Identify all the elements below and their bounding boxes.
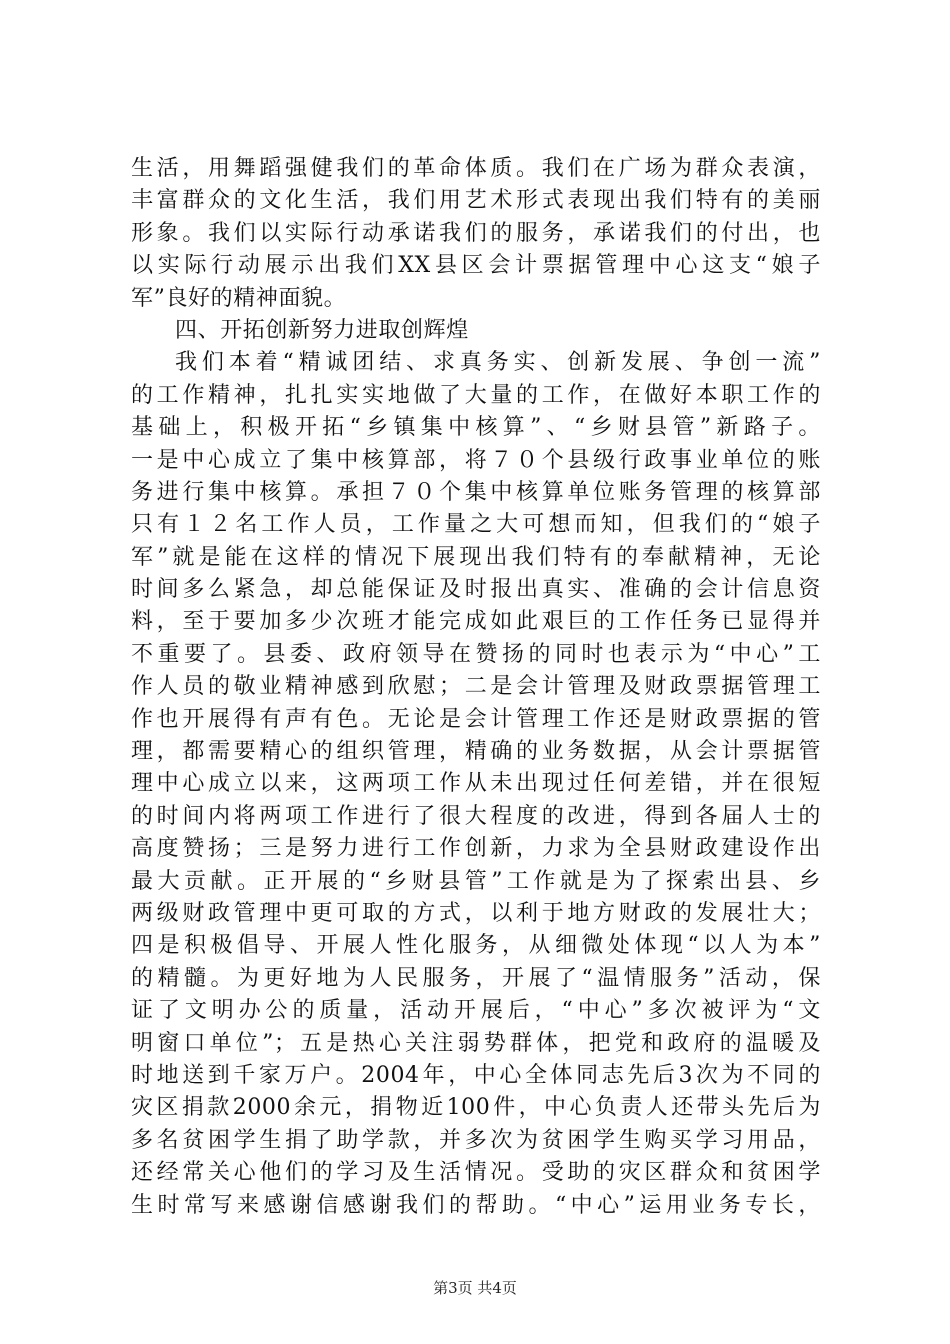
text-line: 明窗口单位”；五是热心关注弱势群体，把党和政府的温暖及 [131,1030,821,1056]
text-line: 丰富群众的文化生活，我们用艺术形式表现出我们特有的美丽 [131,188,821,214]
text-line: 一是中心成立了集中核算部，将７０个县级行政事业单位的账 [131,447,821,473]
body-text [131,153,821,1222]
text-line: 证了文明办公的质量，活动开展后，“中心”多次被评为“文 [131,998,821,1024]
text-line: 作也开展得有声有色。无论是会计管理工作还是财政票据的管 [131,706,821,732]
text-line: 四是积极倡导、开展人性化服务，从细微处体现“以人为本” [131,933,821,959]
text-line: 理，都需要精心的组织管理，精确的业务数据，从会计票据管 [131,739,821,765]
text-line: 料，至于要加多少次班才能完成如此艰巨的工作任务已显得并 [131,609,821,635]
text-line: 灾区捐款2000余元，捐物近100件，中心负责人还带头先后为 [131,1095,821,1121]
text-line: 生时常写来感谢信感谢我们的帮助。“中心”运用业务专长， [131,1192,821,1218]
text-line: 军”良好的精神面貌。 [131,285,347,311]
text-line: 两级财政管理中更可取的方式，以利于地方财政的发展壮大； [131,900,821,926]
section-heading: 四、开拓创新努力进取创辉煌 [175,317,469,343]
page-number-footer: 第3页 共4页 [433,1279,517,1297]
text-line: 的工作精神，扎扎实实地做了大量的工作，在做好本职工作的 [131,382,821,408]
text-line: 时间多么紧急，却总能保证及时报出真实、准确的会计信息资 [131,577,821,603]
text-line: 作人员的敬业精神感到欣慰；二是会计管理及财政票据管理工 [131,674,821,700]
text-line: 务进行集中核算。承担７０个集中核算单位账务管理的核算部 [131,479,821,505]
text-line: 形象。我们以实际行动承诺我们的服务，承诺我们的付出，也 [131,220,821,246]
text-line: 基础上，积极开拓“乡镇集中核算”、“乡财县管”新路子。 [131,415,821,441]
text-line: 军”就是能在这样的情况下展现出我们特有的奉献精神，无论 [131,544,821,570]
text-line: 的时间内将两项工作进行了很大程度的改进，得到各届人士的 [131,803,821,829]
text-line: 多名贫困学生捐了助学款，并多次为贫困学生购买学习用品， [131,1127,821,1153]
text-line: 我们本着“精诚团结、求真务实、创新发展、争创一流” [175,350,821,376]
text-line: 的精髓。为更好地为人民服务，开展了“温情服务”活动，保 [131,965,821,991]
text-line: 只有１２名工作人员，工作量之大可想而知，但我们的“娘子 [131,512,821,538]
text-line: 生活，用舞蹈强健我们的革命体质。我们在广场为群众表演， [131,156,821,181]
text-line: 理中心成立以来，这两项工作从未出现过任何差错，并在很短 [131,771,821,797]
text-line: 最大贡献。正开展的“乡财县管”工作就是为了探索出县、乡 [131,868,821,894]
text-line: 还经常关心他们的学习及生活情况。受助的灾区群众和贫困学 [131,1160,821,1186]
text-line: 高度赞扬；三是努力进行工作创新，力求为全县财政建设作出 [131,836,821,862]
text-line: 不重要了。县委、政府领导在赞扬的同时也表示为“中心”工 [131,641,821,667]
text-line: 以实际行动展示出我们XX县区会计票据管理中心这支“娘子 [131,253,821,279]
text-line: 时地送到千家万户。2004年，中心全体同志先后3次为不同的 [131,1062,821,1088]
